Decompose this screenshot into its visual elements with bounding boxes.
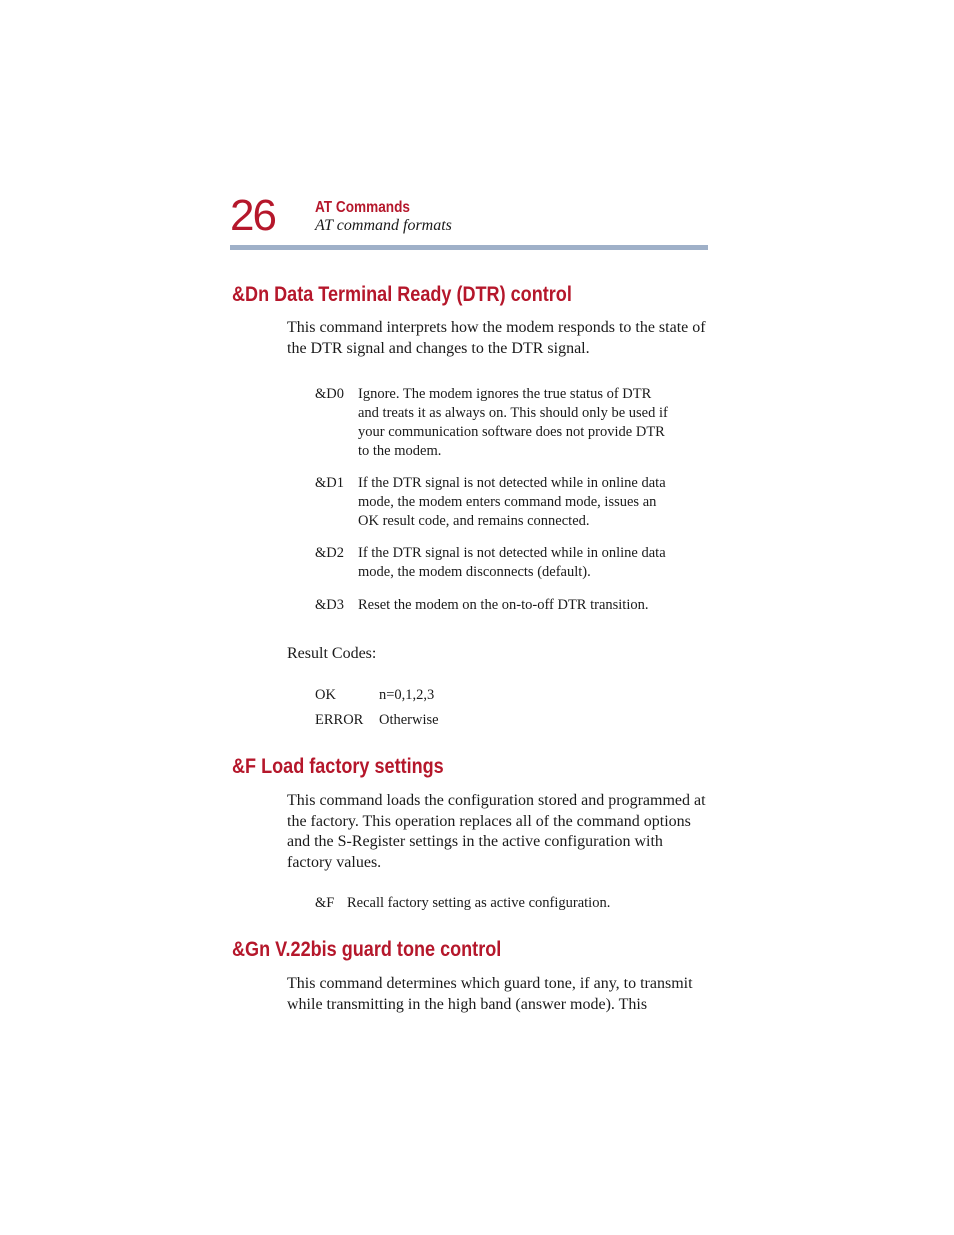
section-heading-guard-tone: &Gn V.22bis guard tone control [232,938,502,961]
option-code: &D2 [315,545,344,561]
option-code: &D0 [315,386,344,402]
option-code: &D3 [315,597,344,613]
section-intro-dtr: This command interprets how the modem responds to the state of the DTR signal and changes to the DTR signal. [287,319,706,357]
result-codes-label: Result Codes: [287,645,377,662]
section-intro-factory: This command loads the configuration stored and programmed at the factory. This operation replaces all of the command options and the S-Register settings in the active configuration with factory values. [287,792,706,871]
option-code: &D1 [315,475,344,491]
option-description: Recall factory setting as active configuration. [347,895,611,911]
option-description: If the DTR signal is not detected while in online data mode, the modem enters command mode, issues an OK result code, and remains connected. [358,475,666,529]
header-rule [230,245,708,250]
result-code: ERROR [315,712,364,728]
chapter-subtitle: AT command formats [315,217,452,234]
result-value: Otherwise [379,712,439,728]
page-number: 26 [230,191,275,240]
chapter-title: AT Commands [315,199,410,216]
result-value: n=0,1,2,3 [379,687,435,703]
result-code: OK [315,687,336,703]
section-intro-guard-tone: This command determines which guard tone, if any, to transmit while transmitting in the high band (answer mode). This [287,975,693,1013]
section-heading-dtr: &Dn Data Terminal Ready (DTR) control [232,283,572,306]
option-code: &F [315,895,335,911]
option-description: If the DTR signal is not detected while in online data mode, the modem disconnects (default). [358,545,666,580]
section-heading-factory: &F Load factory settings [232,755,444,778]
option-description: Ignore. The modem ignores the true status of DTR and treats it as always on. This should only be used if your communication software does not provide DTR to the modem. [358,386,668,459]
option-description: Reset the modem on the on-to-off DTR transition. [358,597,649,613]
